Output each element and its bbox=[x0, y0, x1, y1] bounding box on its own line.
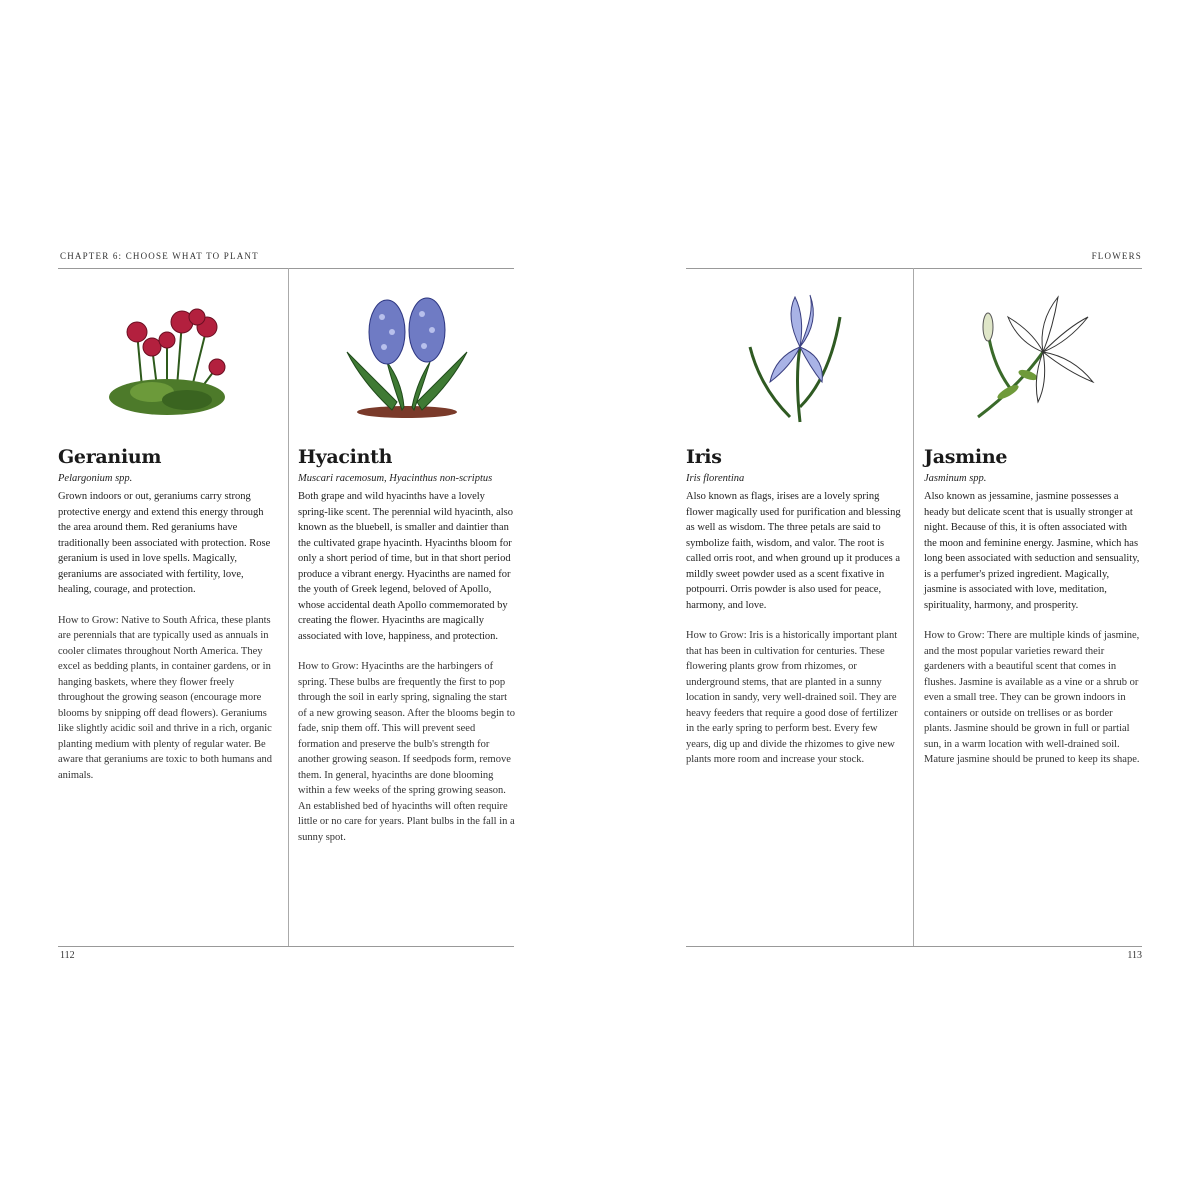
geranium-illustration bbox=[58, 282, 276, 432]
running-head-right: FLOWERS bbox=[1091, 251, 1142, 261]
entry-how-to-grow: How to Grow: Iris is a historically important plant that has been in cultivation for centuries. These flowering plants grow from rhizomes, or underground stems, that are planted in a sunny location in sandy, very well-drained soil. They are heavy feeders that require a good dose of fertilizer in the early spring to perform best. Every few years, dig up and divide the rhizomes to give new plants more room and increase your stock. bbox=[686, 630, 898, 765]
top-rule-right bbox=[686, 268, 1142, 269]
entry-hyacinth bbox=[298, 282, 516, 845]
running-head-left: CHAPTER 6: CHOOSE WHAT TO PLANT bbox=[60, 251, 259, 261]
entry-title: Geranium bbox=[58, 446, 162, 468]
entry-description: Grown indoors or out, geraniums carry strong protective energy and extend this energy through the area around them. Red geraniums have traditionally been associated with protection. Rose geranium is used in love spells. Magically, geraniums are associated with fertility, love, healing, courage, and protection. bbox=[58, 491, 271, 595]
entry-title: Iris bbox=[686, 446, 722, 468]
column-divider-left bbox=[288, 268, 289, 946]
iris-illustration bbox=[686, 282, 904, 432]
entry-how-to-grow: How to Grow: Native to South Africa, these plants are perennials that are typically used as annuals in cooler climates throughout North America. They excel as bedding plants, in container gardens, or in hanging baskets, where they flower freely throughout the growing season (encourage more blooms by snipping off dead flowers). Geraniums like slightly acidic soil and thrive in a rich, organic planting medium with plenty of regular water. Be aware that geraniums are toxic to both humans and animals. bbox=[58, 614, 273, 781]
entry-how-to-grow: How to Grow: Hyacinths are the harbingers of spring. These bulbs are frequently the first to pop through the soil in early spring, signaling the start of a new growing season. After the blooms begin to fade, snip them off. This will prevent seed formation and preserve the bulb's strength for another growing season. If seedpods form, remove them. In general, hyacinths are done blooming within a few weeks of the spring growing season. An established bed of hyacinths will often require little or no care for years. Plant bulbs in the fall in a sunny spot. bbox=[298, 661, 515, 843]
jasmine-illustration bbox=[924, 282, 1142, 432]
entry-latin-name: Muscari racemosum, Hyacinthus non-scriptus bbox=[298, 473, 493, 484]
entry-latin-name: Pelargonium spp. bbox=[58, 473, 133, 484]
top-rule-left bbox=[58, 268, 514, 269]
column-divider-right bbox=[913, 268, 914, 946]
entry-geranium bbox=[58, 282, 276, 783]
bottom-rule-right bbox=[686, 946, 1142, 947]
page-number-right: 113 bbox=[1127, 950, 1142, 961]
bottom-rule-left bbox=[58, 946, 514, 947]
entry-latin-name: Jasminum spp. bbox=[924, 473, 987, 484]
hyacinth-illustration bbox=[298, 282, 516, 432]
entry-description: Also known as jessamine, jasmine possesses a heady but delicate scent that is usually stronger at night. Because of this, it is often associated with the moon and feminine energy. Jasmine, which has long been associated with seduction and sensuality, is a perfumer's prized ingredient. Magically, jasmine is associated with love, meditation, spirituality, harmony, and prosperity. bbox=[924, 491, 1140, 611]
entry-iris bbox=[686, 282, 904, 768]
entry-description: Also known as flags, irises are a lovely spring flower magically used for purification and blessing as well as wisdom. The three petals are said to symbolize faith, wisdom, and valor. The root is called orris root, and when ground up it produces a mildly sweet powder used as a scent fixative in potpourri. Orris powder is also used for peace, harmony, and love. bbox=[686, 491, 901, 611]
entry-title: Hyacinth bbox=[298, 446, 393, 468]
entry-how-to-grow: How to Grow: There are multiple kinds of jasmine, and the most popular varieties reward their gardeners with a beautiful scent that comes in flushes. Jasmine is available as a vine or a shrub or even a small tree. They can be grown indoors in containers or outside on trellises or as border plants. Jasmine should be grown in full or partial sun, in a warm location with well-drained soil. Mature jasmine should be pruned to keep its shape. bbox=[924, 630, 1140, 765]
entry-latin-name: Iris florentina bbox=[686, 473, 745, 484]
entry-description: Both grape and wild hyacinths have a lovely spring-like scent. The perennial wild hyacinth, also known as the bluebell, is smaller and daintier than the cultivated grape hyacinth. Hyacinths bloom for only a short period of time, but in that short period produce a vibrant energy. Hyacinths are named for the youth of Greek legend, beloved of Apollo, whose accidental death Apollo commemorated by creating the flower. Hyacinths are magically associated with love, happiness, and protection. bbox=[298, 491, 513, 642]
entry-jasmine bbox=[924, 282, 1142, 768]
page-number-left: 112 bbox=[60, 950, 75, 961]
entry-title: Jasmine bbox=[924, 446, 1008, 468]
